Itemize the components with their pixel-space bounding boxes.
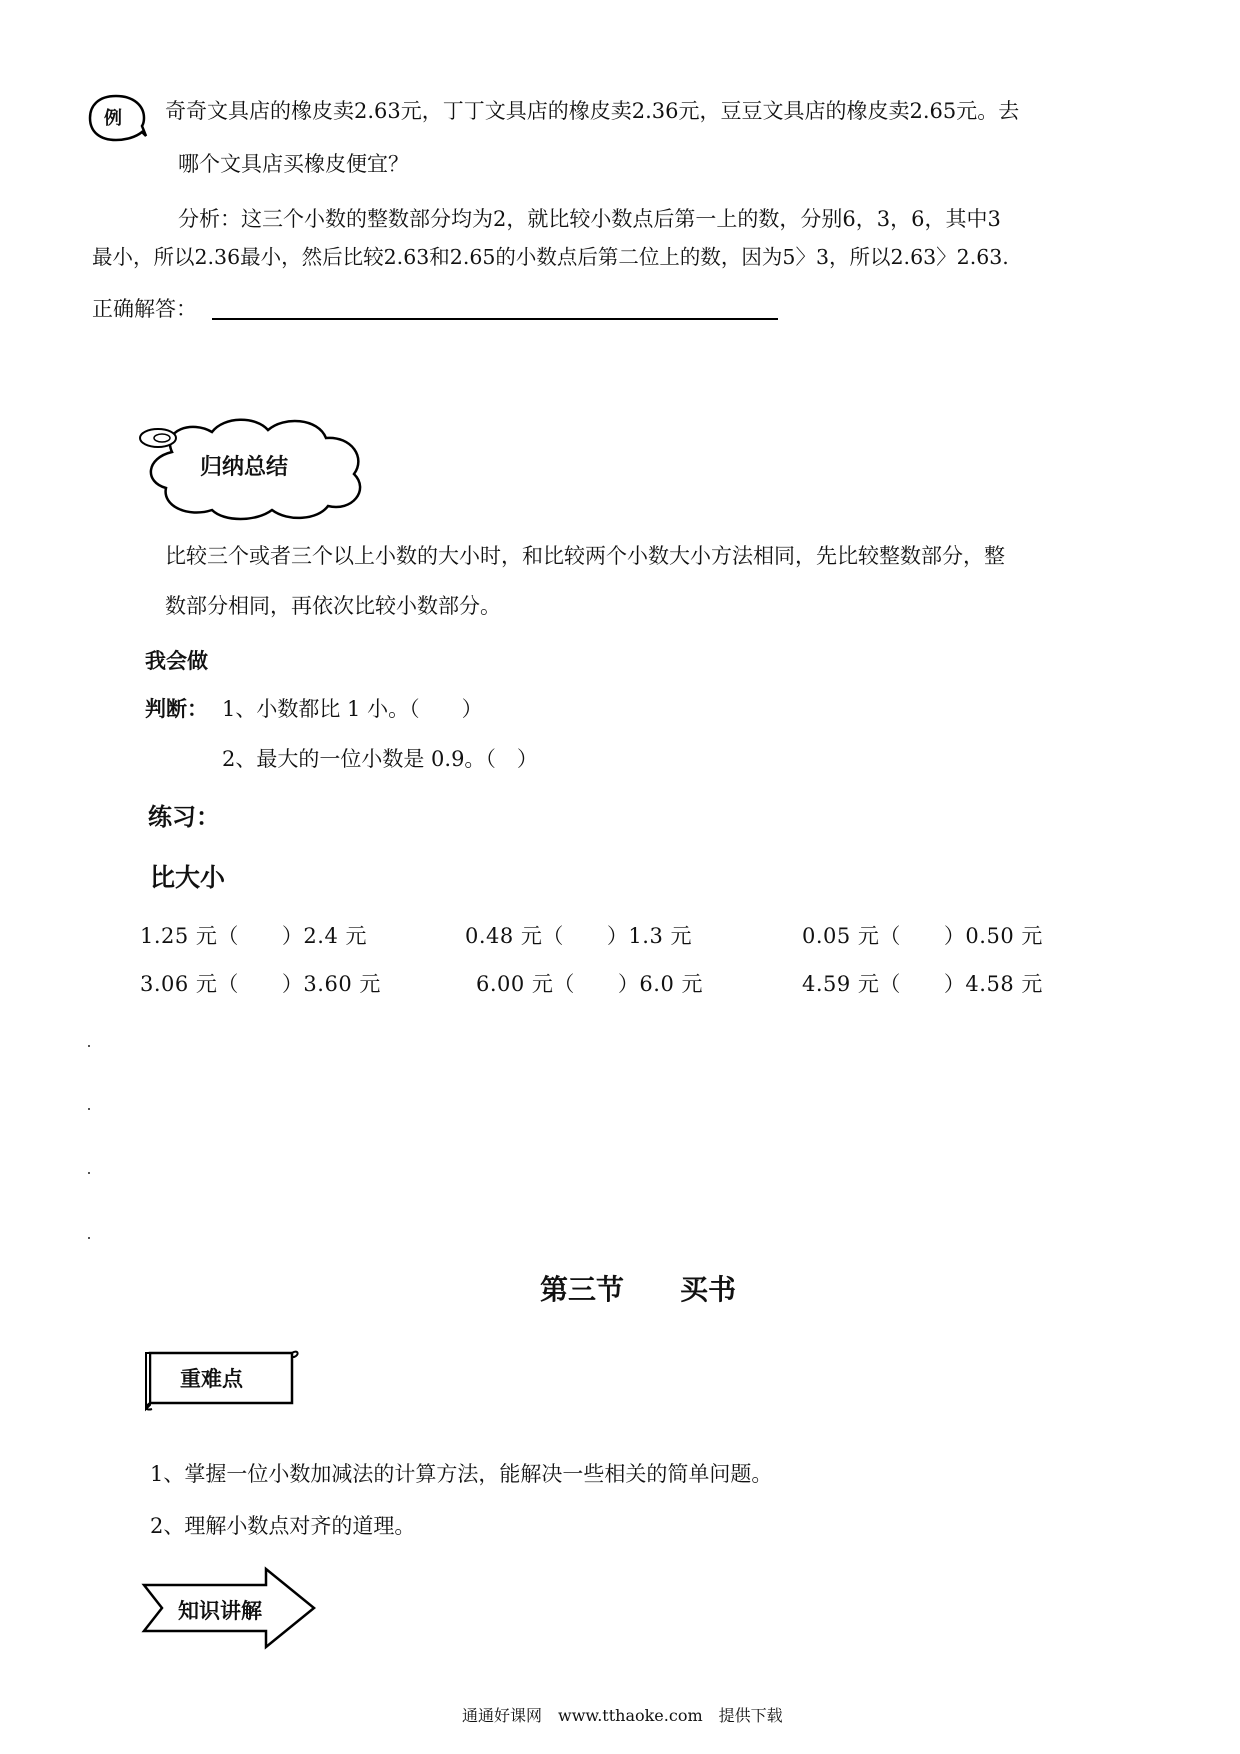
key-points-label: 重难点 [180, 1367, 243, 1391]
compare-item: 3.06 元（ ）3.60 元 [140, 972, 381, 996]
example-analysis-line1: 分析：这三个小数的整数部分均为2，就比较小数点后第一上的数，分别6，3，6，其中3 [178, 207, 1001, 231]
footer-text: 通通好课网 www.tthaoke.com 提供下载 [462, 1706, 783, 1725]
compare-item: 0.48 元（ ）1.3 元 [465, 924, 693, 948]
judge-item-2: 2、最大的一位小数是 0.9。（ ） [222, 747, 538, 771]
practice-heading: 练习： [148, 803, 220, 831]
margin-dot [88, 1237, 90, 1239]
key-points-scroll [140, 1345, 300, 1413]
compare-item: 4.59 元（ ）4.58 元 [802, 972, 1043, 996]
summary-title: 归纳总结 [200, 455, 289, 480]
summary-line1: 比较三个或者三个以上小数的大小时，和比较两个小数大小方法相同，先比较整数部分，整 [165, 544, 1005, 568]
answer-label: 正确解答： [92, 297, 197, 321]
compare-item: 0.05 元（ ）0.50 元 [802, 924, 1043, 948]
key-point-1: 1、掌握一位小数加减法的计算方法，能解决一些相关的简单问题。 [150, 1462, 773, 1486]
answer-blank-line[interactable] [212, 318, 778, 320]
knowledge-label: 知识讲解 [178, 1599, 262, 1623]
knowledge-arrow [140, 1565, 320, 1651]
margin-dot [88, 1172, 90, 1174]
example-badge-label: 例 [104, 108, 122, 129]
margin-dot [88, 1108, 90, 1110]
judge-label: 判断： [145, 697, 208, 721]
margin-dot [88, 1045, 90, 1047]
compare-item: 1.25 元（ ）2.4 元 [140, 924, 368, 948]
example-question-line2: 哪个文具店买橡皮便宜？ [178, 152, 409, 176]
i-can-heading: 我会做 [145, 649, 208, 673]
summary-cloud [132, 410, 372, 522]
section-title: 第三节 买书 [540, 1273, 737, 1306]
example-analysis-line2: 最小，所以2.36最小，然后比较2.63和2.65的小数点后第二位上的数，因为5〉3，所以2.63〉2.63. [92, 245, 1009, 269]
example-badge [86, 92, 148, 144]
summary-line2: 数部分相同，再依次比较小数部分。 [165, 594, 501, 618]
key-point-2: 2、理解小数点对齐的道理。 [150, 1514, 416, 1538]
example-question-line1: 奇奇文具店的橡皮卖2.63元，丁丁文具店的橡皮卖2.36元，豆豆文具店的橡皮卖2.65元。去 [165, 99, 1020, 123]
compare-heading: 比大小 [150, 863, 226, 892]
judge-item-1: 1、小数都比 1 小。（ ） [222, 697, 483, 721]
compare-item: 6.00 元（ ）6.0 元 [476, 972, 704, 996]
